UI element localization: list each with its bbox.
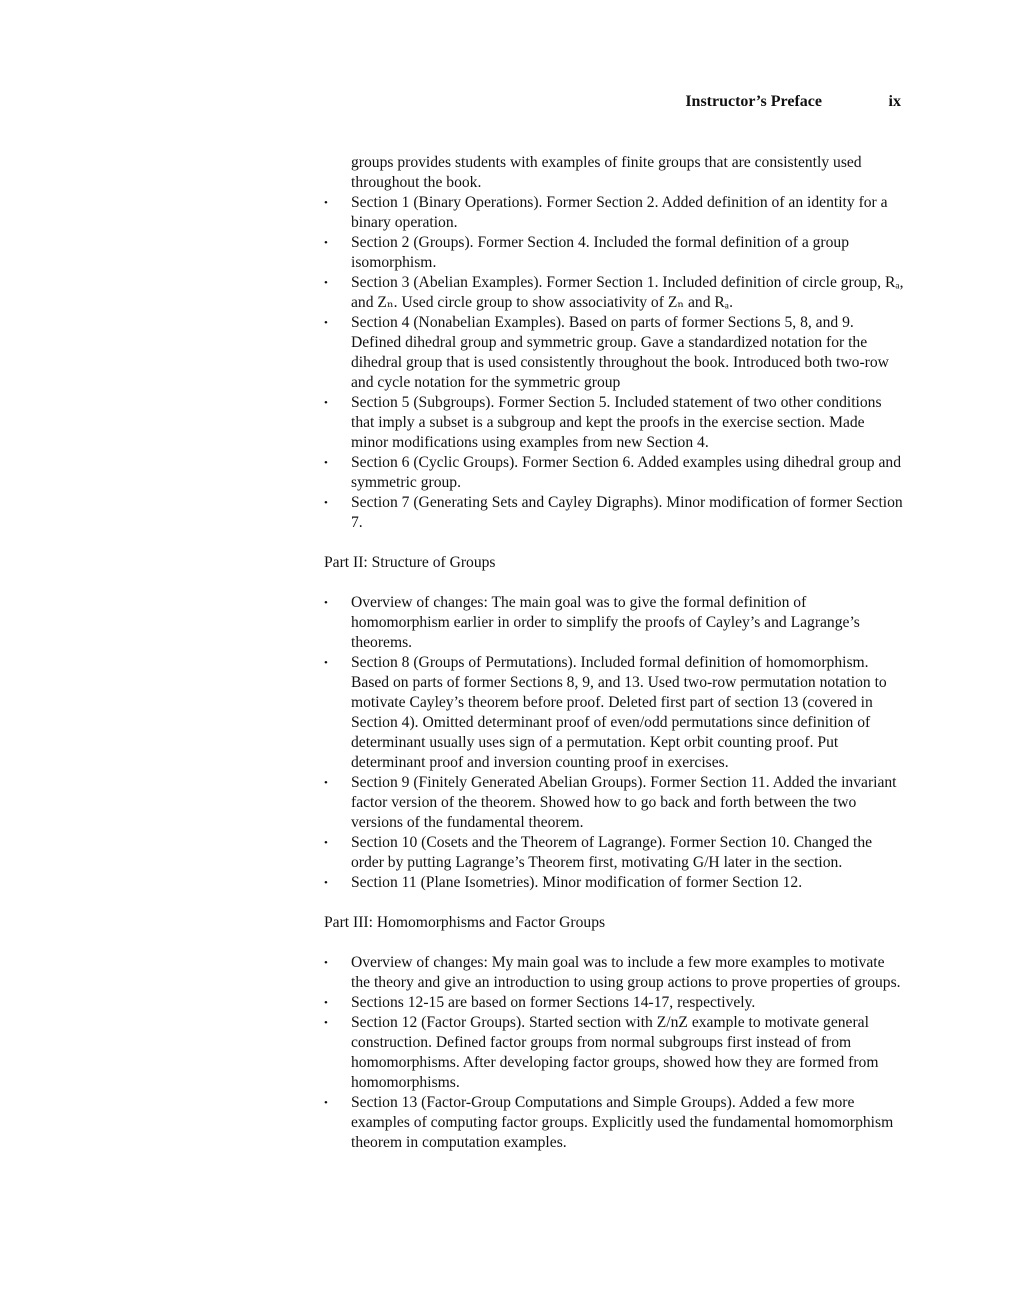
bullet-icon: • [324,597,328,609]
bullet-icon: • [324,1097,328,1109]
list-item-text: Sections 12-15 are based on former Sections 14-17, respectively. [351,994,756,1011]
list-item-text: Section 2 (Groups). Former Section 4. Included the formal definition of a group isomorphism. [351,234,850,271]
list-item-text: Overview of changes: The main goal was to give the formal definition of homomorphism earlier in order to simplify the proofs of Cayley’s and Lagrange’s theorems. [351,594,860,651]
list-item-text: Section 6 (Cyclic Groups). Former Section 6. Added examples using dihedral group and symmetric group. [351,454,902,491]
page-body [324,153,904,1153]
list-item [324,873,904,893]
list-item [324,453,904,493]
page-number: ix [888,93,901,110]
bullet-icon: • [324,197,328,209]
bullet-icon: • [324,397,328,409]
part3-heading: Part III: Homomorphisms and Factor Groups [324,914,606,931]
list-item-text: Overview of changes: My main goal was to include a few more examples to motivate the theory and give an introduction to using group actions to prove properties of groups. [351,954,901,991]
list-item [324,193,904,233]
list-item-text: Section 8 (Groups of Permutations). Included formal definition of homomorphism. Based on parts of former Sections 8, 9, and 13. Used two-row permutation notation to motivate Cayley’s theorem before proof. Deleted first part of section 13 (covered in Section 4). Omitted determinant proof of even/odd permutations since definition of determinant usually uses sign of a permutation. Kept orbit counting proof. Put determinant proof and inversion counting proof in exercises. [351,654,887,771]
bullet-icon: • [324,997,328,1009]
list-item-text: Section 5 (Subgroups). Former Section 5. Included statement of two other conditions that imply a subset is a subgroup and kept the proofs in the exercise section. Made minor modifications using examples from new Section 4. [351,394,882,451]
bullet-icon: • [324,877,328,889]
running-header [0,93,1020,115]
bullet-icon: • [324,457,328,469]
bullet-icon: • [324,317,328,329]
list-item-text: Section 9 (Finitely Generated Abelian Groups). Former Section 11. Added the invariant factor version of the theorem. Showed how to go back and forth between the two versions of the fundamental theorem. [351,774,897,831]
bullet-icon: • [324,237,328,249]
list-item [324,313,904,393]
list-item [324,953,904,993]
list-item [324,593,904,653]
list-item-text: Section 12 (Factor Groups). Started section with Z/nZ example to motivate general construction. Defined factor groups from normal subgroups first instead of from homomorphisms. After developing factor groups, showed how they are formed from homomorphisms. [351,1014,879,1091]
bullet-icon: • [324,837,328,849]
bullet-icon: • [324,657,328,669]
bullet-icon: • [324,497,328,509]
part2-list [324,593,904,893]
bullet-icon: • [324,277,328,289]
list-item-text: Section 3 (Abelian Examples). Former Section 1. Included definition of circle group, Rₐ, and Zₙ. Used circle group to show associativity of Zₙ and Rₐ. [351,274,904,311]
list-item [324,393,904,453]
list-item [324,833,904,873]
list-item [324,233,904,273]
list-item-text: Section 4 (Nonabelian Examples). Based on parts of former Sections 5, 8, and 9. Defined dihedral group and symmetric group. Gave a standardized notation for the dihedral group that is used consistently throughout the book. Introduced both two-row and cycle notation for the symmetric group [351,314,889,391]
continuation-paragraph [324,153,904,193]
list-item [324,1013,904,1093]
list-item [324,273,904,313]
bullet-icon: • [324,777,328,789]
list-item-text: Section 1 (Binary Operations). Former Section 2. Added definition of an identity for a binary operation. [351,194,888,231]
list-item [324,1093,904,1153]
continuation-text: groups provides students with examples of finite groups that are consistently used throughout the book. [351,154,862,191]
part3-list [324,953,904,1153]
list-item [324,993,904,1013]
list-item-text: Section 13 (Factor-Group Computations and Simple Groups). Added a few more examples of computing factor groups. Explicitly used the fundamental homomorphism theorem in computation examples. [351,1094,894,1151]
header-title: Instructor’s Preface [685,93,822,110]
part2-heading: Part II: Structure of Groups [324,554,496,571]
list-item-text: Section 7 (Generating Sets and Cayley Digraphs). Minor modification of former Section 7. [351,494,903,531]
list-item [324,653,904,773]
bullet-icon: • [324,1017,328,1029]
part1-list [324,193,904,533]
bullet-icon: • [324,957,328,969]
list-item [324,773,904,833]
list-item-text: Section 11 (Plane Isometries). Minor modification of former Section 12. [351,874,803,891]
list-item [324,493,904,533]
list-item-text: Section 10 (Cosets and the Theorem of Lagrange). Former Section 10. Changed the order by putting Lagrange’s Theorem first, motivating G/H later in the section. [351,834,873,871]
